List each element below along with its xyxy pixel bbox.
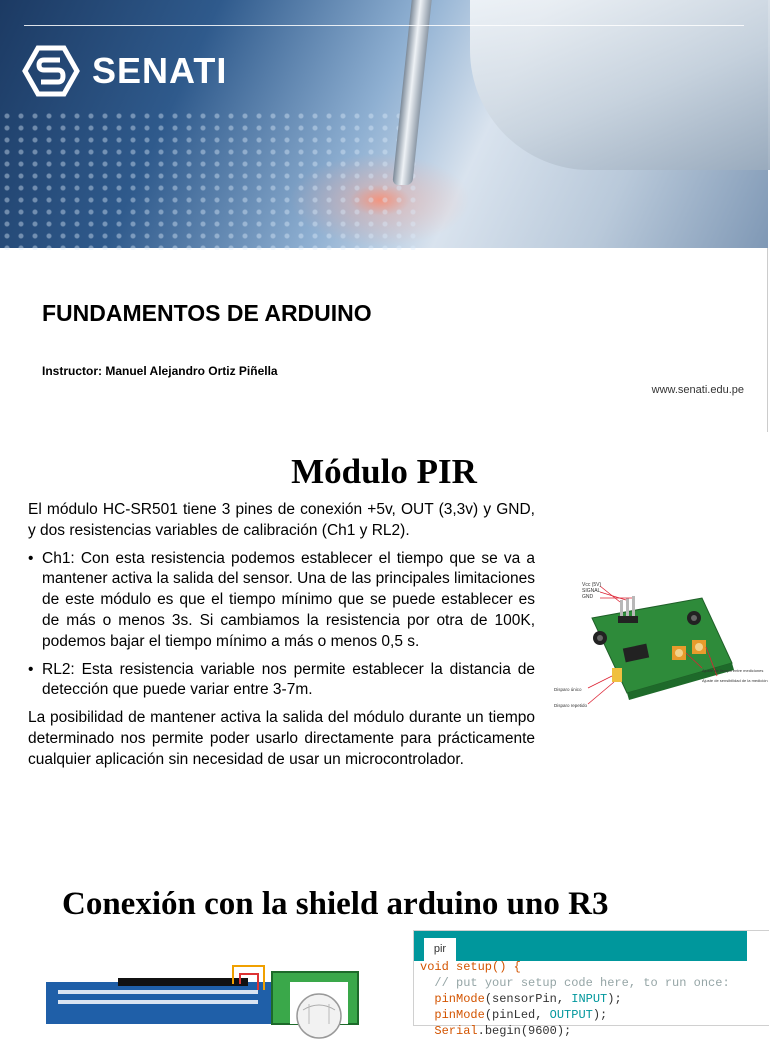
intro-paragraph: El módulo HC-SR501 tiene 3 pines de conexión +5v, OUT (3,3v) y GND, y dos resistencias variables de calibración (Ch1 y RL2). — [28, 501, 535, 539]
tab-pir[interactable]: pir — [424, 938, 456, 961]
code-line: Serial.begin(9600); — [434, 1024, 572, 1038]
circuit-board-pattern — [0, 110, 420, 250]
code-line: pinMode(sensorPin, INPUT); — [434, 992, 622, 1006]
slide-title: Conexión con la shield arduino uno R3 — [62, 886, 609, 922]
label-repeat-trigger: Disparo repetido — [554, 703, 588, 708]
bullet-text: RL2: Esta resistencia variable nos permite establecer la distancia de detección que puede variar entre 3-7m. — [42, 660, 535, 699]
top-rule — [24, 25, 744, 26]
bullet-ch1: • Ch1: Con esta resistencia podemos establecer el tiempo que se va a mantener activa la salida del sensor. Una de las principales limitaciones de este módulo es que el tiempo mínimo que se puede establecer es de más o menos 3s. Si cambiamos la resistencia por otra de 100K, podemos bajar el tiempo mínimo a más o menos 0,5 s. — [28, 549, 535, 650]
arduino-ide-window — [413, 930, 769, 1038]
ide-tab-bar — [414, 931, 747, 961]
drill-bit-graphic — [392, 0, 431, 185]
slide-title: Módulo PIR — [291, 452, 477, 491]
hero-banner — [0, 0, 768, 248]
slide-edge — [767, 248, 768, 432]
shield-connection-slide — [0, 864, 768, 1038]
label-sensitivity-adjust: Ajuste de sensibilidad de la medición — [702, 678, 768, 683]
bullet-text: Ch1: Con esta resistencia podemos establecer el tiempo que se va a mantener activa la salida del sensor. Una de las principales limitaciones de este módulo es que el tiempo mínimo que se puede establecer es de más o menos 3s. Si cambiamos la resistencia por otra de 100K, podemos bajar el tiempo mínimo a más o menos 0,5 s. — [42, 549, 535, 650]
bullet-rl2: • RL2: Esta resistencia variable nos permite establecer la distancia de detección que puede variar entre 3-7m. — [28, 660, 535, 699]
website-link[interactable]: www.senati.edu.pe — [651, 384, 744, 396]
arduino-wiring-image — [28, 960, 388, 1024]
slide-body — [28, 500, 535, 778]
label-time-adjust: Ajuste de tiempo entre mediciones — [702, 668, 764, 673]
logo-text: SENATI — [92, 50, 228, 91]
title-slide — [0, 0, 768, 432]
course-title: FUNDAMENTOS DE ARDUINO — [42, 300, 372, 326]
code-line: void setup() { — [420, 960, 521, 974]
pin-label-gnd: GND — [582, 594, 594, 600]
senati-logo-icon — [24, 46, 78, 96]
pin-label-vcc: Vcc (5V) — [582, 582, 602, 588]
code-line: // put your setup code here, to run once: — [434, 976, 730, 990]
senati-logo — [24, 46, 227, 96]
pir-module-image — [552, 568, 768, 718]
instructor-name: Instructor: Manuel Alejandro Ortiz Piñella — [42, 364, 278, 378]
pir-module-slide — [0, 432, 768, 864]
pin-label-signal: SIGNAL — [582, 588, 601, 594]
code-editor[interactable] — [420, 959, 730, 1039]
label-single-trigger: Disparo único — [554, 687, 582, 692]
outro-paragraph: La posibilidad de mantener activa la salida del módulo durante un tiempo determinado nos permite poder usarlo directamente para prácticamente cualquier aplicación sin necesidad de usar un microcontrolador. — [28, 709, 535, 768]
code-line: pinMode(pinLed, OUTPUT); — [434, 1008, 608, 1022]
